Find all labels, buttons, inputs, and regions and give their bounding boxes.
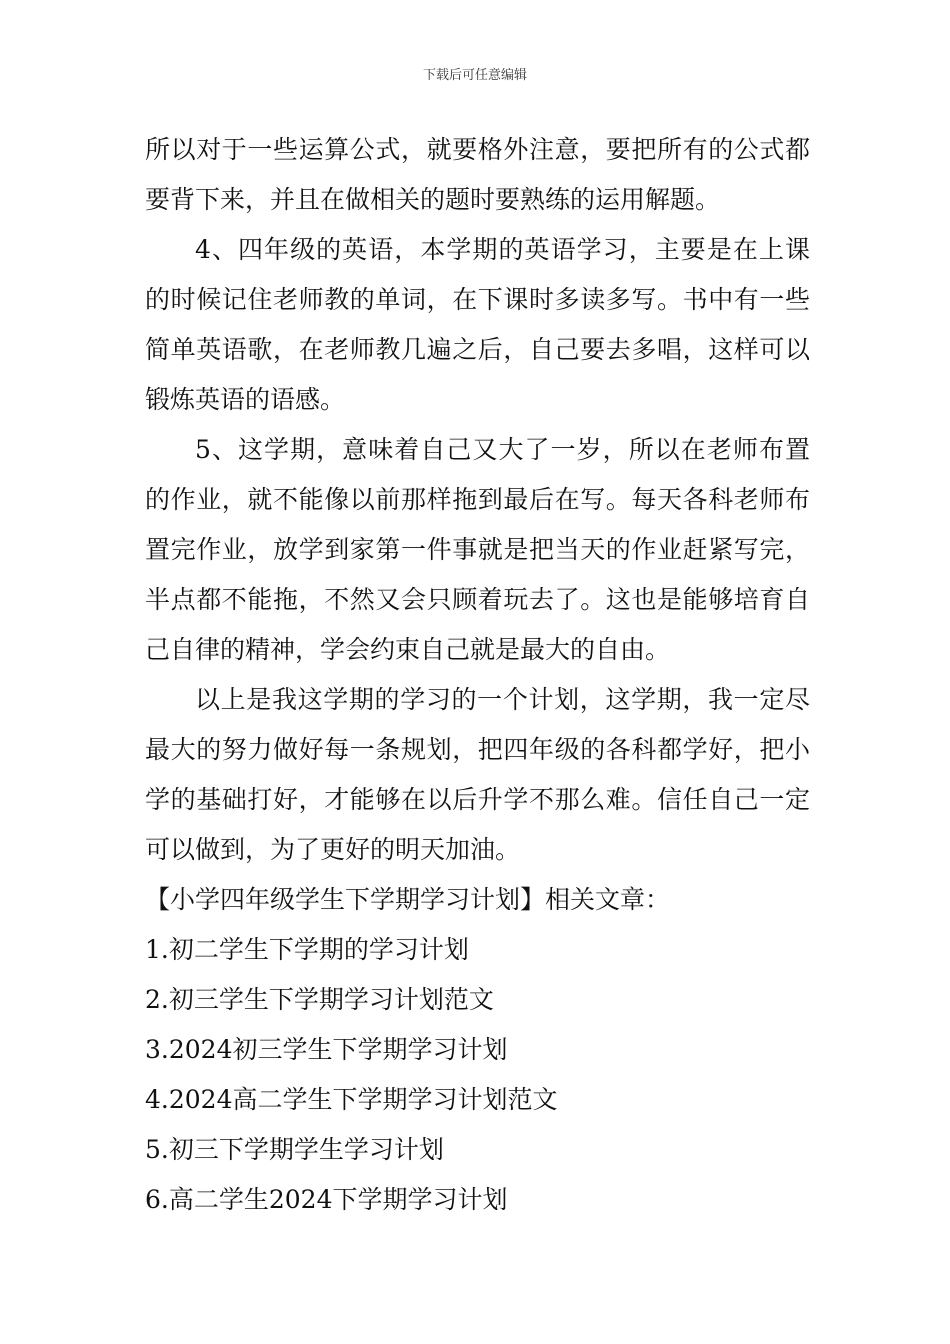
- related-article-link[interactable]: 5.初三下学期学生学习计划: [145, 1135, 444, 1164]
- related-article-link[interactable]: 1.初二学生下学期的学习计划: [145, 935, 469, 964]
- paragraph-math-continued: 所以对于一些运算公式，就要格外注意，要把所有的公式都要背下来，并且在做相关的题时要熟练的运用解题。: [145, 135, 810, 214]
- paragraph-conclusion: 以上是我这学期的学习的一个计划，这学期，我一定尽最大的努力做好每一条规划，把四年级的各科都学好，把小学的基础打好，才能够在以后升学不那么难。信任自己一定可以做到，为了更好的明天加油。: [145, 685, 810, 864]
- related-article-link[interactable]: 3.2024初三学生下学期学习计划: [145, 1035, 508, 1064]
- related-article-link[interactable]: 6.高二学生2024下学期学习计划: [145, 1185, 508, 1214]
- related-article-link[interactable]: 4.2024高二学生下学期学习计划范文: [145, 1085, 558, 1114]
- document-body: [145, 125, 810, 1225]
- page-header: 下载后可任意编辑: [422, 68, 527, 83]
- related-articles-list: [145, 925, 810, 1225]
- related-articles-heading: 【小学四年级学生下学期学习计划】相关文章：: [145, 885, 671, 914]
- related-article-link[interactable]: 2.初三学生下学期学习计划范文: [145, 985, 494, 1014]
- paragraph-homework-plan: 5、这学期，意味着自己又大了一岁，所以在老师布置的作业，就不能像以前那样拖到最后在写。每天各科老师布置完作业，放学到家第一件事就是把当天的作业赶紧写完，半点都不能拖，不然又会只顾着玩去了。这也是能够培育自己自律的精神，学会约束自己就是最大的自由。: [145, 435, 810, 664]
- paragraph-english-plan: 4、四年级的英语，本学期的英语学习，主要是在上课的时候记住老师教的单词，在下课时多读多写。书中有一些简单英语歌，在老师教几遍之后，自己要去多唱，这样可以锻炼英语的语感。: [145, 235, 810, 414]
